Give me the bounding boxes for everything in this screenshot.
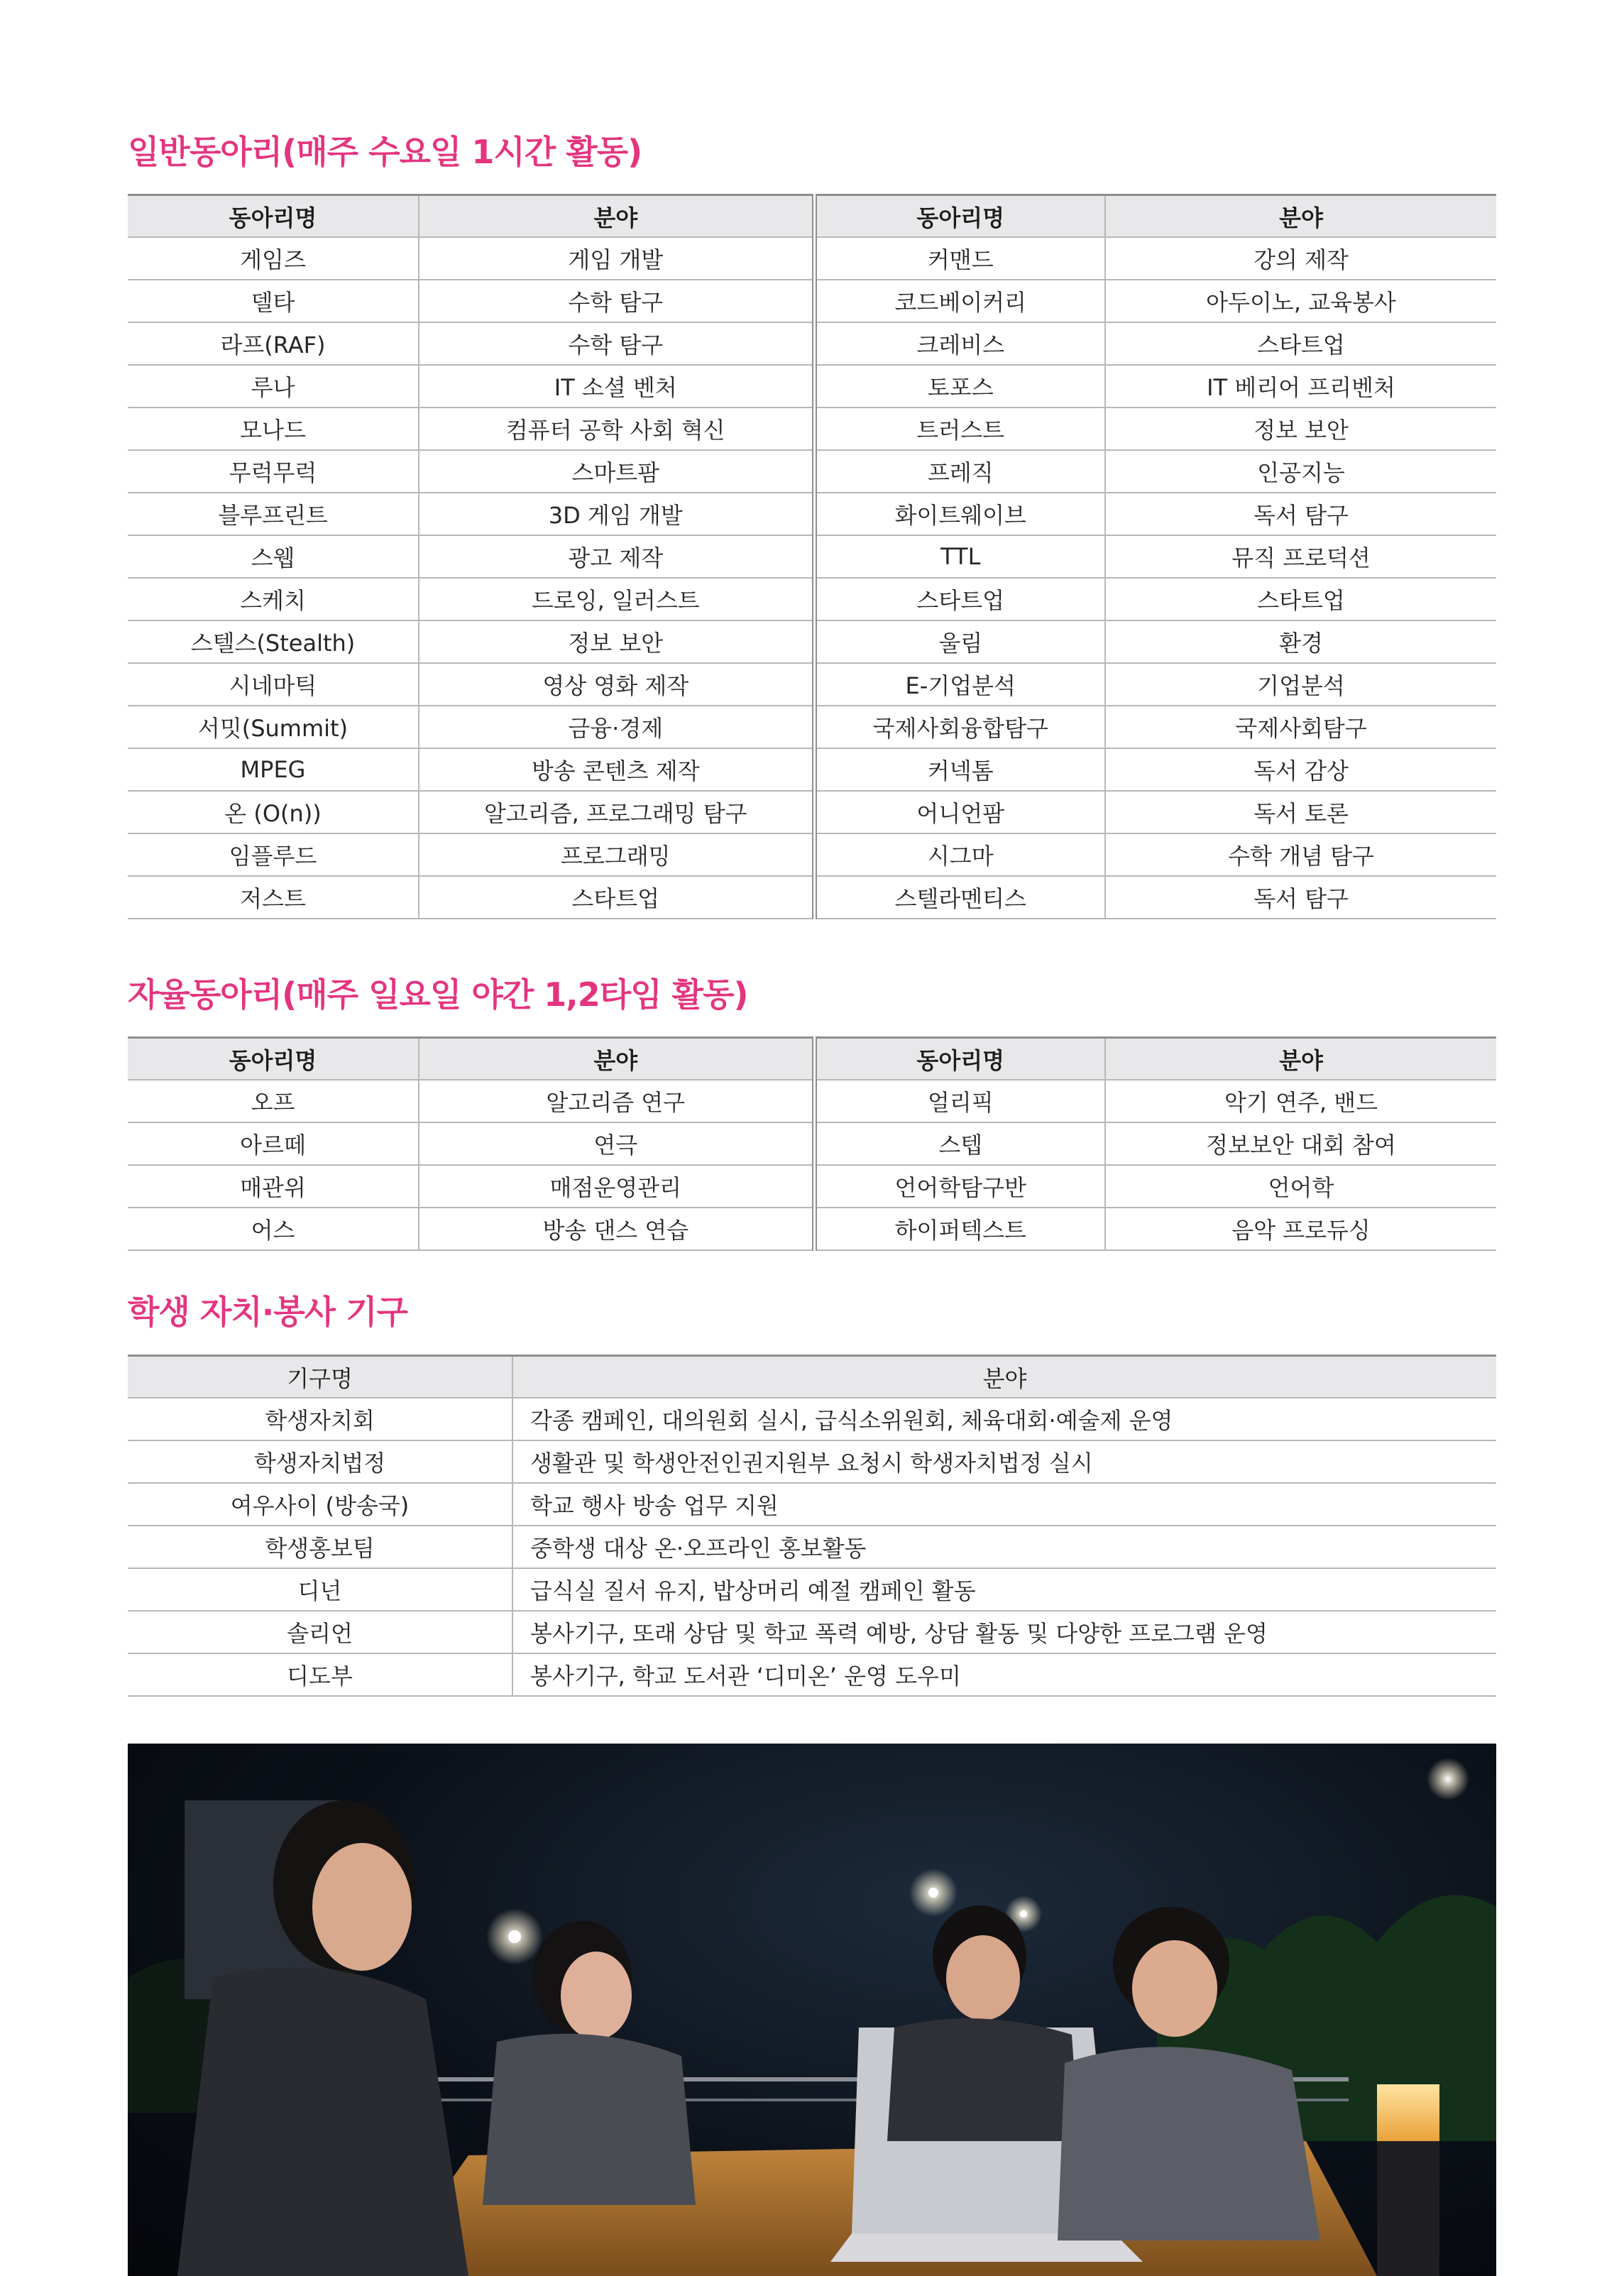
club-field-cell: IT 소셜 벤처 <box>419 365 814 407</box>
org-field-cell: 봉사기구, 또래 상담 및 학교 폭력 예방, 상담 활동 및 다양한 프로그램 운영 <box>512 1611 1496 1653</box>
club-name-cell: 스타트업 <box>814 578 1105 620</box>
club-name-cell: 얼리픽 <box>814 1080 1105 1122</box>
org-name-cell: 여우사이 (방송국) <box>128 1483 512 1526</box>
club-field-cell: 스타트업 <box>419 876 814 919</box>
table-row <box>128 706 1496 748</box>
club-field-cell: 금융·경제 <box>419 706 814 748</box>
header-field: 분야 <box>512 1356 1496 1399</box>
club-field-cell: 강의 제작 <box>1105 237 1496 280</box>
club-field-cell: 언어학 <box>1105 1165 1496 1208</box>
club-field-cell: 프로그래밍 <box>419 833 814 876</box>
table-row <box>128 237 1496 280</box>
club-name-cell: 델타 <box>128 280 419 322</box>
club-field-cell: 아두이노, 교육봉사 <box>1105 280 1496 322</box>
club-field-cell: 드로잉, 일러스트 <box>419 578 814 620</box>
club-field-cell: 수학 탐구 <box>419 322 814 365</box>
club-name-cell: E-기업분석 <box>814 663 1105 706</box>
table-row <box>128 280 1496 322</box>
table-row <box>128 365 1496 407</box>
club-name-cell: 스텝 <box>814 1122 1105 1165</box>
club-field-cell: 환경 <box>1105 620 1496 663</box>
club-field-cell: 수학 탐구 <box>419 280 814 322</box>
header-field: 분야 <box>1105 1038 1496 1080</box>
club-name-cell: 커맨드 <box>814 237 1105 280</box>
club-name-cell: 화이트웨이브 <box>814 493 1105 535</box>
club-name-cell: 하이퍼텍스트 <box>814 1208 1105 1250</box>
table-row <box>128 1568 1496 1611</box>
students-photo <box>128 1744 1496 2276</box>
club-name-cell: 무럭무럭 <box>128 450 419 493</box>
club-name-cell: 어스 <box>128 1208 419 1250</box>
club-field-cell: 독서 탐구 <box>1105 876 1496 919</box>
table-row <box>128 663 1496 706</box>
club-name-cell: 어니언팜 <box>814 791 1105 833</box>
general-clubs-table <box>128 194 1496 919</box>
club-field-cell: 매점운영관리 <box>419 1165 814 1208</box>
org-name-cell: 학생자치법정 <box>128 1440 512 1483</box>
club-name-cell: 스텔라멘티스 <box>814 876 1105 919</box>
club-field-cell: 스마트팜 <box>419 450 814 493</box>
club-name-cell: 언어학탐구반 <box>814 1165 1105 1208</box>
student-council-table <box>128 1355 1496 1697</box>
club-field-cell: 영상 영화 제작 <box>419 663 814 706</box>
table-row <box>128 1165 1496 1208</box>
club-field-cell: 컴퓨터 공학 사회 혁신 <box>419 407 814 450</box>
table-row <box>128 1440 1496 1483</box>
club-field-cell: 방송 콘텐츠 제작 <box>419 748 814 791</box>
club-name-cell: 게임즈 <box>128 237 419 280</box>
club-name-cell: 시그마 <box>814 833 1105 876</box>
club-name-cell: 임플루드 <box>128 833 419 876</box>
club-field-cell: 독서 탐구 <box>1105 493 1496 535</box>
org-name-cell: 디넌 <box>128 1568 512 1611</box>
club-name-cell: 국제사회융합탐구 <box>814 706 1105 748</box>
club-field-cell: 광고 제작 <box>419 535 814 578</box>
club-name-cell: 스웹 <box>128 535 419 578</box>
table-header-row <box>128 195 1496 238</box>
table-header-row <box>128 1356 1496 1399</box>
club-field-cell: 알고리즘, 프로그래밍 탐구 <box>419 791 814 833</box>
club-name-cell: 모나드 <box>128 407 419 450</box>
student-council-title: 학생 자치·봉사 기구 <box>128 1293 407 1331</box>
club-name-cell: 스케치 <box>128 578 419 620</box>
club-name-cell: 블루프린트 <box>128 493 419 535</box>
club-field-cell: 독서 토론 <box>1105 791 1496 833</box>
club-field-cell: 스타트업 <box>1105 578 1496 620</box>
org-field-cell: 각종 캠페인, 대의원회 실시, 급식소위원회, 체육대회·예술제 운영 <box>512 1398 1496 1440</box>
club-name-cell: TTL <box>814 535 1105 578</box>
table-row <box>128 1080 1496 1122</box>
table-row <box>128 493 1496 535</box>
header-org-name: 기구명 <box>128 1356 512 1399</box>
header-club-name: 동아리명 <box>814 195 1105 238</box>
club-field-cell: 스타트업 <box>1105 322 1496 365</box>
autonomous-clubs-title: 자율동아리(매주 일요일 야간 1,2타임 활동) <box>128 975 748 1014</box>
table-row <box>128 620 1496 663</box>
table-row <box>128 535 1496 578</box>
club-name-cell: 커넥톰 <box>814 748 1105 791</box>
header-club-name: 동아리명 <box>814 1038 1105 1080</box>
club-field-cell: 수학 개념 탐구 <box>1105 833 1496 876</box>
club-name-cell: 프레직 <box>814 450 1105 493</box>
club-field-cell: 방송 댄스 연습 <box>419 1208 814 1250</box>
club-field-cell: 정보 보안 <box>1105 407 1496 450</box>
club-name-cell: 루나 <box>128 365 419 407</box>
club-field-cell: 인공지능 <box>1105 450 1496 493</box>
club-name-cell: 온 (O(n)) <box>128 791 419 833</box>
club-field-cell: 뮤직 프로덕션 <box>1105 535 1496 578</box>
table-row <box>128 1611 1496 1653</box>
club-name-cell: 저스트 <box>128 876 419 919</box>
org-field-cell: 중학생 대상 온·오프라인 홍보활동 <box>512 1526 1496 1568</box>
org-field-cell: 학교 행사 방송 업무 지원 <box>512 1483 1496 1526</box>
club-name-cell: 라프(RAF) <box>128 322 419 365</box>
club-field-cell: IT 베리어 프리벤처 <box>1105 365 1496 407</box>
table-row <box>128 1483 1496 1526</box>
table-row <box>128 450 1496 493</box>
club-name-cell: 트러스트 <box>814 407 1105 450</box>
org-field-cell: 급식실 질서 유지, 밥상머리 예절 캠페인 활동 <box>512 1568 1496 1611</box>
club-field-cell: 알고리즘 연구 <box>419 1080 814 1122</box>
header-field: 분야 <box>1105 195 1496 238</box>
club-name-cell: 오프 <box>128 1080 419 1122</box>
table-row <box>128 1122 1496 1165</box>
club-field-cell: 연극 <box>419 1122 814 1165</box>
club-name-cell: MPEG <box>128 748 419 791</box>
table-row <box>128 748 1496 791</box>
org-name-cell: 디도부 <box>128 1653 512 1696</box>
table-row <box>128 1398 1496 1440</box>
header-club-name: 동아리명 <box>128 195 419 238</box>
org-name-cell: 솔리언 <box>128 1611 512 1653</box>
club-field-cell: 음악 프로듀싱 <box>1105 1208 1496 1250</box>
table-row <box>128 833 1496 876</box>
club-field-cell: 독서 감상 <box>1105 748 1496 791</box>
org-field-cell: 봉사기구, 학교 도서관 ‘디미온’ 운영 도우미 <box>512 1653 1496 1696</box>
club-name-cell: 아르떼 <box>128 1122 419 1165</box>
org-name-cell: 학생자치회 <box>128 1398 512 1440</box>
club-name-cell: 스텔스(Stealth) <box>128 620 419 663</box>
club-field-cell: 정보보안 대회 참여 <box>1105 1122 1496 1165</box>
header-club-name: 동아리명 <box>128 1038 419 1080</box>
table-row <box>128 578 1496 620</box>
table-row <box>128 322 1496 365</box>
table-row <box>128 1208 1496 1250</box>
club-name-cell: 매관위 <box>128 1165 419 1208</box>
table-row <box>128 1653 1496 1696</box>
org-name-cell: 학생홍보팀 <box>128 1526 512 1568</box>
table-row <box>128 791 1496 833</box>
autonomous-clubs-table <box>128 1036 1496 1251</box>
club-name-cell: 토포스 <box>814 365 1105 407</box>
club-name-cell: 시네마틱 <box>128 663 419 706</box>
general-clubs-title: 일반동아리(매주 수요일 1시간 활동) <box>128 133 642 171</box>
club-field-cell: 정보 보안 <box>419 620 814 663</box>
club-field-cell: 기업분석 <box>1105 663 1496 706</box>
header-field: 분야 <box>419 195 814 238</box>
table-row <box>128 1526 1496 1568</box>
table-row <box>128 876 1496 919</box>
club-name-cell: 코드베이커리 <box>814 280 1105 322</box>
org-field-cell: 생활관 및 학생안전인권지원부 요청시 학생자치법정 실시 <box>512 1440 1496 1483</box>
header-field: 분야 <box>419 1038 814 1080</box>
club-field-cell: 악기 연주, 밴드 <box>1105 1080 1496 1122</box>
club-name-cell: 서밋(Summit) <box>128 706 419 748</box>
club-name-cell: 크레비스 <box>814 322 1105 365</box>
club-field-cell: 3D 게임 개발 <box>419 493 814 535</box>
table-header-row <box>128 1038 1496 1080</box>
table-row <box>128 407 1496 450</box>
club-field-cell: 국제사회탐구 <box>1105 706 1496 748</box>
club-field-cell: 게임 개발 <box>419 237 814 280</box>
club-name-cell: 울림 <box>814 620 1105 663</box>
